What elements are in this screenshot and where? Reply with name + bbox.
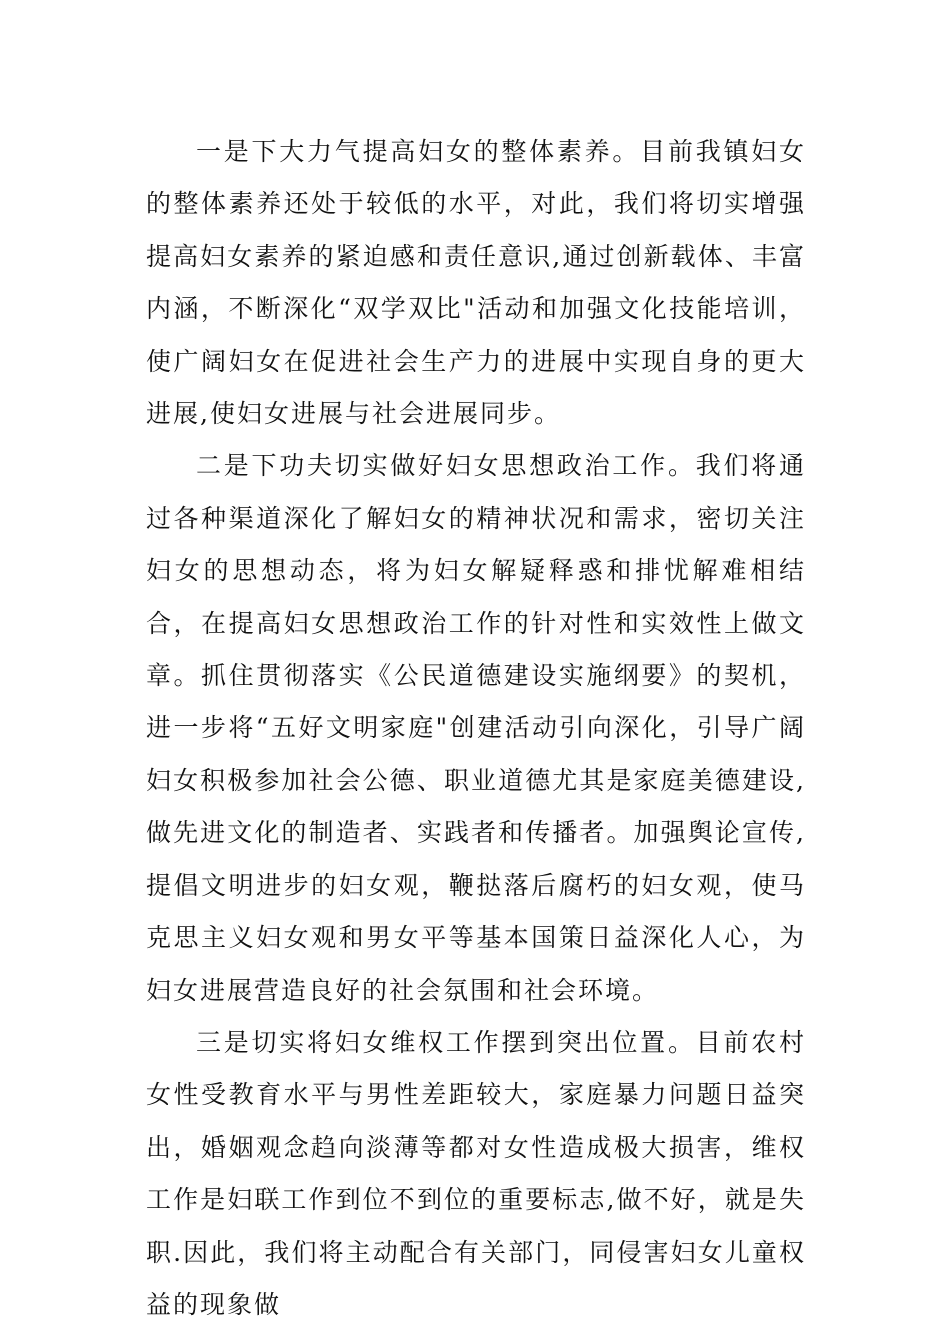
paragraph-1: 一是下大力气提高妇女的整体素养。目前我镇妇女的整体素养还处于较低的水平，对此，我们将切实增强提高妇女素养的紧迫感和责任意识,通过创新载体、丰富内涵，不断深化“双学双比"活动和加强文化技能培训，使广阔妇女在促进社会生产力的进展中实现自身的更大进展,使妇女进展与社会进展同步。: [146, 137, 806, 429]
paragraph-3: 三是切实将妇女维权工作摆到突出位置。目前农村女性受教育水平与男性差距较大，家庭暴力问题日益突出，婚姻观念趋向淡薄等都对女性造成极大损害，维权工作是妇联工作到位不到位的重要标志,做不好，就是失职.因此，我们将主动配合有关部门，同侵害妇女儿童权益的现象做: [146, 1027, 806, 1319]
document-body: [146, 126, 806, 1331]
paragraph-2: 二是下功夫切实做好妇女思想政治工作。我们将通过各种渠道深化了解妇女的精神状况和需求，密切关注妇女的思想动态，将为妇女解疑释惑和排忧解难相结合，在提高妇女思想政治工作的针对性和实效性上做文章。抓住贯彻落实《公民道德建设实施纲要》的契机，进一步将“五好文明家庭"创建活动引向深化，引导广阔妇女积极参加社会公德、职业道德尤其是家庭美德建设,做先进文化的制造者、实践者和传播者。加强舆论宣传,提倡文明进步的妇女观，鞭挞落后腐朽的妇女观，使马克思主义妇女观和男女平等基本国策日益深化人心，为妇女进展营造良好的社会氛围和社会环境。: [146, 451, 806, 1005]
